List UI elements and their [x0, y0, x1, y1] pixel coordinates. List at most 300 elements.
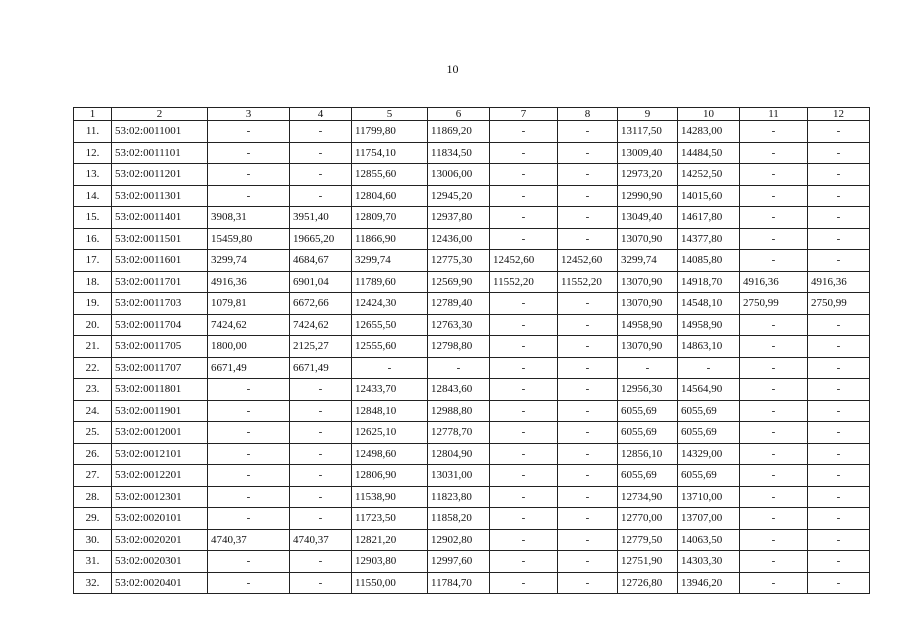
column-header-10: 10: [678, 108, 740, 121]
table-cell: -: [558, 336, 618, 358]
table-cell: 6671,49: [208, 357, 290, 379]
table-cell: 12902,80: [428, 529, 490, 551]
table-cell: 13049,40: [618, 207, 678, 229]
table-cell: 13031,00: [428, 465, 490, 487]
table-cell: 15.: [74, 207, 112, 229]
table-cell: 11858,20: [428, 508, 490, 530]
table-cell: 12848,10: [352, 400, 428, 422]
table-cell: 14283,00: [678, 121, 740, 143]
column-header-11: 11: [740, 108, 808, 121]
table-cell: -: [808, 572, 870, 594]
table-cell: 12990,90: [618, 185, 678, 207]
table-cell: -: [808, 357, 870, 379]
table-cell: 2125,27: [290, 336, 352, 358]
table-cell: -: [558, 293, 618, 315]
table-cell: 53:02:0012101: [112, 443, 208, 465]
table-row: [74, 207, 870, 229]
table-cell: 53:02:0011705: [112, 336, 208, 358]
table-cell: -: [208, 508, 290, 530]
table-cell: 14.: [74, 185, 112, 207]
table-cell: -: [740, 400, 808, 422]
table-cell: -: [352, 357, 428, 379]
table-row: [74, 400, 870, 422]
table-row: [74, 443, 870, 465]
table-cell: -: [740, 508, 808, 530]
table-cell: 4684,67: [290, 250, 352, 272]
table-cell: -: [208, 379, 290, 401]
table-cell: 53:02:0011703: [112, 293, 208, 315]
table-cell: -: [490, 508, 558, 530]
table-cell: 53:02:0011001: [112, 121, 208, 143]
table-cell: 12555,60: [352, 336, 428, 358]
table-cell: 53:02:0011201: [112, 164, 208, 186]
table-cell: 14377,80: [678, 228, 740, 250]
table-cell: 12804,60: [352, 185, 428, 207]
table-cell: 12452,60: [558, 250, 618, 272]
table-cell: 12973,20: [618, 164, 678, 186]
table-cell: 11552,20: [490, 271, 558, 293]
table-cell: 19665,20: [290, 228, 352, 250]
table-cell: 29.: [74, 508, 112, 530]
table-cell: 24.: [74, 400, 112, 422]
table-cell: 11784,70: [428, 572, 490, 594]
table-cell: -: [290, 486, 352, 508]
table-cell: 53:02:0011707: [112, 357, 208, 379]
table-cell: -: [740, 379, 808, 401]
table-row: [74, 228, 870, 250]
table-cell: -: [740, 443, 808, 465]
table-cell: 14329,00: [678, 443, 740, 465]
table-cell: -: [490, 121, 558, 143]
table-cell: -: [290, 508, 352, 530]
table-cell: 16.: [74, 228, 112, 250]
table-cell: -: [208, 142, 290, 164]
table-cell: 3951,40: [290, 207, 352, 229]
table-row: [74, 508, 870, 530]
table-cell: -: [740, 164, 808, 186]
table-cell: 26.: [74, 443, 112, 465]
table-cell: -: [490, 551, 558, 573]
table-cell: 12655,50: [352, 314, 428, 336]
table-cell: 6055,69: [678, 465, 740, 487]
table-cell: 12726,80: [618, 572, 678, 594]
table-cell: -: [558, 357, 618, 379]
table-cell: 53:02:0011801: [112, 379, 208, 401]
table-cell: 11834,50: [428, 142, 490, 164]
table-cell: -: [740, 572, 808, 594]
table-cell: -: [740, 486, 808, 508]
table-cell: 12804,90: [428, 443, 490, 465]
table-cell: 12751,90: [618, 551, 678, 573]
table-cell: 11552,20: [558, 271, 618, 293]
table-cell: -: [290, 379, 352, 401]
table-cell: 53:02:0012201: [112, 465, 208, 487]
table-row: [74, 314, 870, 336]
table-cell: 1079,81: [208, 293, 290, 315]
table-cell: -: [558, 529, 618, 551]
table-cell: -: [490, 422, 558, 444]
table-cell: -: [808, 250, 870, 272]
table-cell: 4916,36: [808, 271, 870, 293]
table-cell: 12770,00: [618, 508, 678, 530]
table-cell: 1800,00: [208, 336, 290, 358]
table-cell: -: [490, 572, 558, 594]
table-cell: 14484,50: [678, 142, 740, 164]
table-cell: -: [490, 185, 558, 207]
table-cell: -: [490, 443, 558, 465]
table-cell: -: [490, 486, 558, 508]
table-cell: 13070,90: [618, 293, 678, 315]
table-cell: -: [490, 379, 558, 401]
table-cell: 12775,30: [428, 250, 490, 272]
table-cell: 14564,90: [678, 379, 740, 401]
table-cell: -: [490, 400, 558, 422]
table-cell: 13070,90: [618, 271, 678, 293]
table-cell: 11823,80: [428, 486, 490, 508]
table-cell: 4740,37: [290, 529, 352, 551]
table-cell: 12763,30: [428, 314, 490, 336]
table-cell: 12843,60: [428, 379, 490, 401]
table-cell: -: [740, 207, 808, 229]
table-row: [74, 551, 870, 573]
table-row: [74, 336, 870, 358]
table-cell: 14085,80: [678, 250, 740, 272]
table-cell: -: [490, 465, 558, 487]
table-cell: -: [808, 228, 870, 250]
table-cell: -: [808, 185, 870, 207]
table-cell: 12436,00: [428, 228, 490, 250]
table-cell: -: [618, 357, 678, 379]
table-cell: -: [558, 400, 618, 422]
column-header-5: 5: [352, 108, 428, 121]
table-cell: 13946,20: [678, 572, 740, 594]
column-header-8: 8: [558, 108, 618, 121]
table-cell: 15459,80: [208, 228, 290, 250]
table-cell: -: [290, 551, 352, 573]
table-cell: -: [558, 508, 618, 530]
table-cell: 13710,00: [678, 486, 740, 508]
table-cell: -: [558, 228, 618, 250]
table-row: [74, 357, 870, 379]
table-cell: 23.: [74, 379, 112, 401]
table-cell: 6672,66: [290, 293, 352, 315]
table-cell: 53:02:0011701: [112, 271, 208, 293]
table-row: [74, 422, 870, 444]
table-cell: -: [808, 422, 870, 444]
table-cell: 12625,10: [352, 422, 428, 444]
table-cell: -: [490, 314, 558, 336]
table-cell: -: [208, 443, 290, 465]
table-cell: 14958,90: [618, 314, 678, 336]
table-cell: 6055,69: [618, 422, 678, 444]
table-cell: 12937,80: [428, 207, 490, 229]
table-cell: 6055,69: [618, 400, 678, 422]
table-cell: -: [208, 164, 290, 186]
table-cell: -: [808, 336, 870, 358]
table-cell: 12778,70: [428, 422, 490, 444]
table-cell: -: [208, 422, 290, 444]
table-cell: -: [490, 336, 558, 358]
table-cell: -: [808, 508, 870, 530]
table-cell: -: [290, 422, 352, 444]
table-cell: 14063,50: [678, 529, 740, 551]
data-table: [73, 107, 870, 594]
table-cell: 12569,90: [428, 271, 490, 293]
table-cell: 28.: [74, 486, 112, 508]
table-cell: -: [558, 121, 618, 143]
column-header-4: 4: [290, 108, 352, 121]
table-row: [74, 250, 870, 272]
table-cell: -: [208, 400, 290, 422]
table-cell: -: [490, 164, 558, 186]
table-cell: 53:02:0011101: [112, 142, 208, 164]
table-cell: 6055,69: [678, 422, 740, 444]
table-cell: 6901,04: [290, 271, 352, 293]
column-header-7: 7: [490, 108, 558, 121]
table-cell: -: [558, 443, 618, 465]
table-cell: 14958,90: [678, 314, 740, 336]
table-row: [74, 529, 870, 551]
table-cell: -: [208, 486, 290, 508]
table-cell: -: [808, 142, 870, 164]
table-cell: -: [558, 142, 618, 164]
table-row: [74, 164, 870, 186]
table-cell: -: [208, 121, 290, 143]
table-cell: 53:02:0020401: [112, 572, 208, 594]
table-cell: 7424,62: [290, 314, 352, 336]
table-cell: -: [558, 422, 618, 444]
table-cell: 14548,10: [678, 293, 740, 315]
table-cell: 12956,30: [618, 379, 678, 401]
table-cell: 32.: [74, 572, 112, 594]
table-cell: 12452,60: [490, 250, 558, 272]
table-cell: 14617,80: [678, 207, 740, 229]
page-number: 10: [446, 62, 459, 76]
column-header-6: 6: [428, 108, 490, 121]
table-cell: 53:02:0011301: [112, 185, 208, 207]
table-cell: -: [558, 486, 618, 508]
table-cell: -: [558, 185, 618, 207]
table-cell: -: [808, 207, 870, 229]
table-cell: -: [740, 142, 808, 164]
header-row: [74, 108, 870, 121]
table-cell: -: [740, 314, 808, 336]
table-cell: 11799,80: [352, 121, 428, 143]
table-cell: -: [208, 185, 290, 207]
table-cell: 12498,60: [352, 443, 428, 465]
table-cell: -: [808, 121, 870, 143]
table-cell: -: [808, 164, 870, 186]
table-cell: 53:02:0011501: [112, 228, 208, 250]
table-cell: 53:02:0011901: [112, 400, 208, 422]
table-cell: 53:02:0012001: [112, 422, 208, 444]
table-cell: 53:02:0012301: [112, 486, 208, 508]
table-cell: -: [558, 551, 618, 573]
table-cell: 13070,90: [618, 228, 678, 250]
table-cell: 12424,30: [352, 293, 428, 315]
table-cell: 11866,90: [352, 228, 428, 250]
table-cell: 11869,20: [428, 121, 490, 143]
table-cell: 14863,10: [678, 336, 740, 358]
table-cell: -: [558, 465, 618, 487]
table-cell: 14303,30: [678, 551, 740, 573]
table-cell: -: [808, 443, 870, 465]
table-cell: 25.: [74, 422, 112, 444]
table-cell: -: [808, 400, 870, 422]
table-cell: 13707,00: [678, 508, 740, 530]
table-cell: 12809,70: [352, 207, 428, 229]
table-cell: 6055,69: [678, 400, 740, 422]
table-cell: 13070,90: [618, 336, 678, 358]
table-cell: 53:02:0011601: [112, 250, 208, 272]
table-cell: -: [208, 551, 290, 573]
table-cell: -: [558, 314, 618, 336]
table-cell: 12789,40: [428, 293, 490, 315]
table-cell: -: [808, 551, 870, 573]
table-cell: -: [740, 336, 808, 358]
table-cell: -: [490, 357, 558, 379]
table-cell: 12433,70: [352, 379, 428, 401]
table-cell: 13009,40: [618, 142, 678, 164]
table-row: [74, 486, 870, 508]
table-cell: 53:02:0020301: [112, 551, 208, 573]
table-row: [74, 142, 870, 164]
table-row: [74, 572, 870, 594]
column-header-9: 9: [618, 108, 678, 121]
table-cell: 21.: [74, 336, 112, 358]
table-cell: 14252,50: [678, 164, 740, 186]
table-cell: -: [290, 400, 352, 422]
table-cell: -: [808, 379, 870, 401]
table-cell: -: [290, 164, 352, 186]
table-cell: -: [808, 486, 870, 508]
table-row: [74, 185, 870, 207]
table-cell: 14918,70: [678, 271, 740, 293]
table-cell: 18.: [74, 271, 112, 293]
table-cell: -: [740, 121, 808, 143]
table-cell: -: [208, 572, 290, 594]
table-cell: -: [490, 228, 558, 250]
table-row: [74, 293, 870, 315]
table-row: [74, 271, 870, 293]
table-cell: 13117,50: [618, 121, 678, 143]
table-cell: 11538,90: [352, 486, 428, 508]
table-cell: 12997,60: [428, 551, 490, 573]
table-cell: 12.: [74, 142, 112, 164]
table-cell: 53:02:0011704: [112, 314, 208, 336]
table-row: [74, 379, 870, 401]
table-cell: -: [208, 465, 290, 487]
column-header-12: 12: [808, 108, 870, 121]
table-cell: -: [740, 465, 808, 487]
table-cell: 14015,60: [678, 185, 740, 207]
table-cell: 11550,00: [352, 572, 428, 594]
table-cell: 12855,60: [352, 164, 428, 186]
table-cell: 7424,62: [208, 314, 290, 336]
table-cell: -: [290, 572, 352, 594]
table-cell: -: [490, 207, 558, 229]
table-cell: -: [740, 357, 808, 379]
table-cell: 11789,60: [352, 271, 428, 293]
table-cell: 12821,20: [352, 529, 428, 551]
table-cell: -: [290, 121, 352, 143]
table-cell: -: [740, 551, 808, 573]
table-cell: -: [290, 443, 352, 465]
table-cell: 3299,74: [352, 250, 428, 272]
table-cell: -: [558, 207, 618, 229]
table-cell: -: [428, 357, 490, 379]
table-cell: -: [740, 228, 808, 250]
table-cell: 53:02:0011401: [112, 207, 208, 229]
column-header-1: 1: [74, 108, 112, 121]
table-cell: 12798,80: [428, 336, 490, 358]
table-cell: 13006,00: [428, 164, 490, 186]
table-cell: 3299,74: [618, 250, 678, 272]
table-cell: 11723,50: [352, 508, 428, 530]
column-header-3: 3: [208, 108, 290, 121]
table-cell: 12903,80: [352, 551, 428, 573]
table-cell: -: [740, 185, 808, 207]
table-cell: -: [490, 529, 558, 551]
table-cell: -: [558, 164, 618, 186]
table-cell: 12734,90: [618, 486, 678, 508]
table-cell: -: [558, 572, 618, 594]
table-cell: 4916,36: [740, 271, 808, 293]
table-cell: 12806,90: [352, 465, 428, 487]
table-cell: -: [808, 529, 870, 551]
table-cell: 19.: [74, 293, 112, 315]
table-cell: 12945,20: [428, 185, 490, 207]
table-cell: -: [740, 529, 808, 551]
table-cell: -: [290, 185, 352, 207]
table-cell: 22.: [74, 357, 112, 379]
table-cell: 4916,36: [208, 271, 290, 293]
table-cell: 53:02:0020101: [112, 508, 208, 530]
table-cell: -: [558, 379, 618, 401]
table-body: [74, 121, 870, 594]
table-cell: 31.: [74, 551, 112, 573]
table-cell: 30.: [74, 529, 112, 551]
table-cell: -: [290, 142, 352, 164]
table-cell: 6055,69: [618, 465, 678, 487]
table-cell: 3299,74: [208, 250, 290, 272]
table-cell: -: [678, 357, 740, 379]
table-cell: 12988,80: [428, 400, 490, 422]
table-cell: -: [290, 465, 352, 487]
table-cell: -: [740, 422, 808, 444]
table-cell: -: [490, 293, 558, 315]
table-cell: -: [740, 250, 808, 272]
table-cell: 12856,10: [618, 443, 678, 465]
table-cell: -: [490, 142, 558, 164]
table-cell: 11754,10: [352, 142, 428, 164]
table-cell: 6671,49: [290, 357, 352, 379]
table-cell: 27.: [74, 465, 112, 487]
table-cell: -: [808, 314, 870, 336]
table-row: [74, 465, 870, 487]
table-cell: 17.: [74, 250, 112, 272]
table-cell: 20.: [74, 314, 112, 336]
table-cell: 3908,31: [208, 207, 290, 229]
table-cell: 12779,50: [618, 529, 678, 551]
column-header-2: 2: [112, 108, 208, 121]
table-cell: 11.: [74, 121, 112, 143]
table-cell: 53:02:0020201: [112, 529, 208, 551]
table-cell: 13.: [74, 164, 112, 186]
table-cell: 2750,99: [740, 293, 808, 315]
table-cell: 2750,99: [808, 293, 870, 315]
table-row: [74, 121, 870, 143]
